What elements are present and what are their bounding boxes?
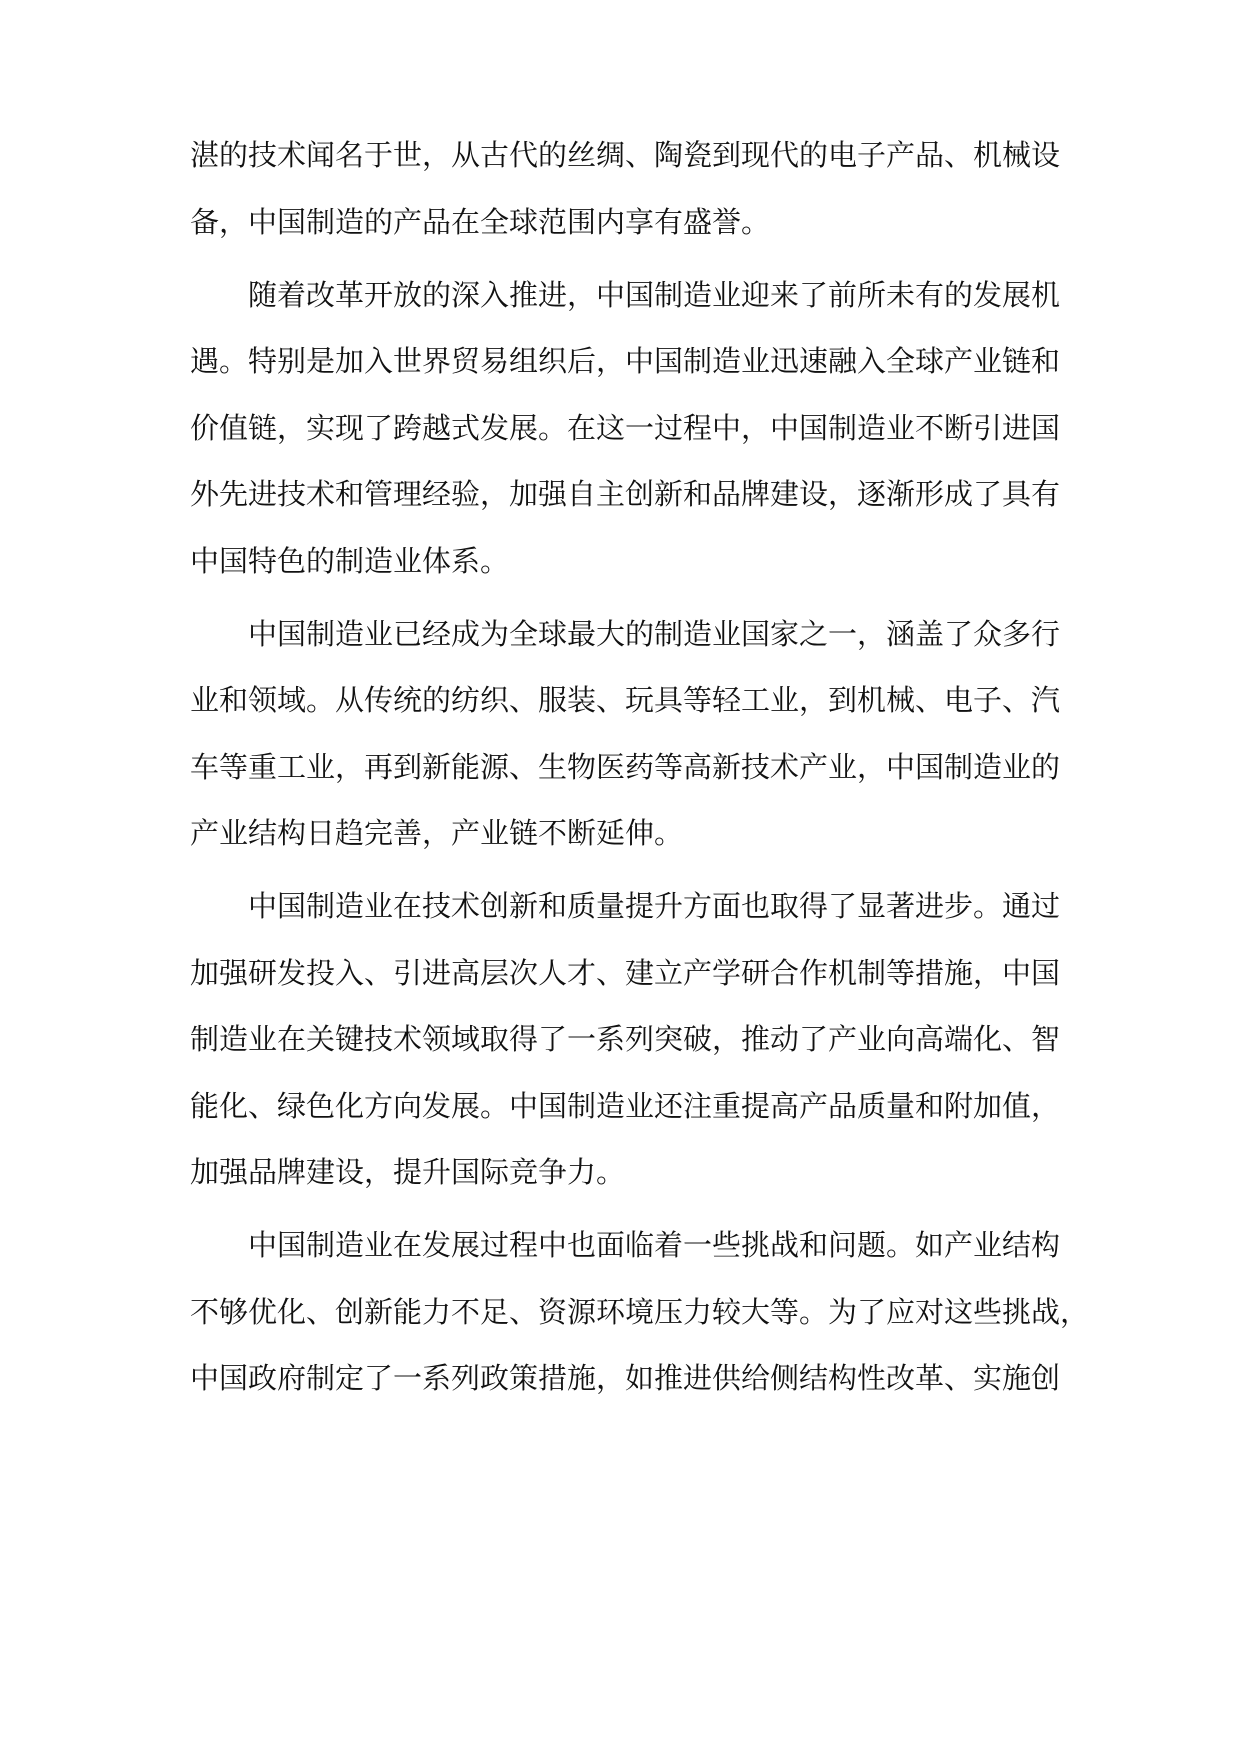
text-line: 制造业在关键技术领域取得了一系列突破，推动了产业向高端化、智 bbox=[190, 1022, 1061, 1056]
paragraph-first-line: 中国制造业已经成为全球最大的制造业国家之一，涵盖了众多行 bbox=[248, 617, 1061, 651]
text-line: 遇。特别是加入世界贸易组织后，中国制造业迅速融入全球产业链和 bbox=[190, 344, 1061, 378]
text-line: 不够优化、创新能力不足、资源环境压力较大等。为了应对这些挑战， bbox=[190, 1295, 1090, 1329]
text-line: 中国特色的制造业体系。 bbox=[190, 544, 510, 578]
text-line: 外先进技术和管理经验，加强自主创新和品牌建设，逐渐形成了具有 bbox=[190, 477, 1061, 511]
text-line: 湛的技术闻名于世，从古代的丝绸、陶瓷到现代的电子产品、机械设 bbox=[190, 138, 1061, 172]
paragraph-first-line: 中国制造业在技术创新和质量提升方面也取得了显著进步。通过 bbox=[248, 889, 1061, 923]
text-line: 价值链，实现了跨越式发展。在这一过程中，中国制造业不断引进国 bbox=[190, 411, 1061, 445]
text-line: 加强品牌建设，提升国际竞争力。 bbox=[190, 1155, 626, 1189]
text-line: 能化、绿色化方向发展。中国制造业还注重提高产品质量和附加值， bbox=[190, 1089, 1061, 1123]
text-line: 车等重工业，再到新能源、生物医药等高新技术产业，中国制造业的 bbox=[190, 750, 1061, 784]
text-line: 备，中国制造的产品在全球范围内享有盛誉。 bbox=[190, 205, 771, 239]
paragraph-first-line: 中国制造业在发展过程中也面临着一些挑战和问题。如产业结构 bbox=[248, 1228, 1061, 1262]
text-line: 业和领域。从传统的纺织、服装、玩具等轻工业，到机械、电子、汽 bbox=[190, 683, 1061, 717]
paragraph-first-line: 随着改革开放的深入推进，中国制造业迎来了前所未有的发展机 bbox=[248, 278, 1061, 312]
text-line: 加强研发投入、引进高层次人才、建立产学研合作机制等措施，中国 bbox=[190, 956, 1061, 990]
text-line: 产业结构日趋完善，产业链不断延伸。 bbox=[190, 816, 684, 850]
text-line: 中国政府制定了一系列政策措施，如推进供给侧结构性改革、实施创 bbox=[190, 1361, 1061, 1395]
